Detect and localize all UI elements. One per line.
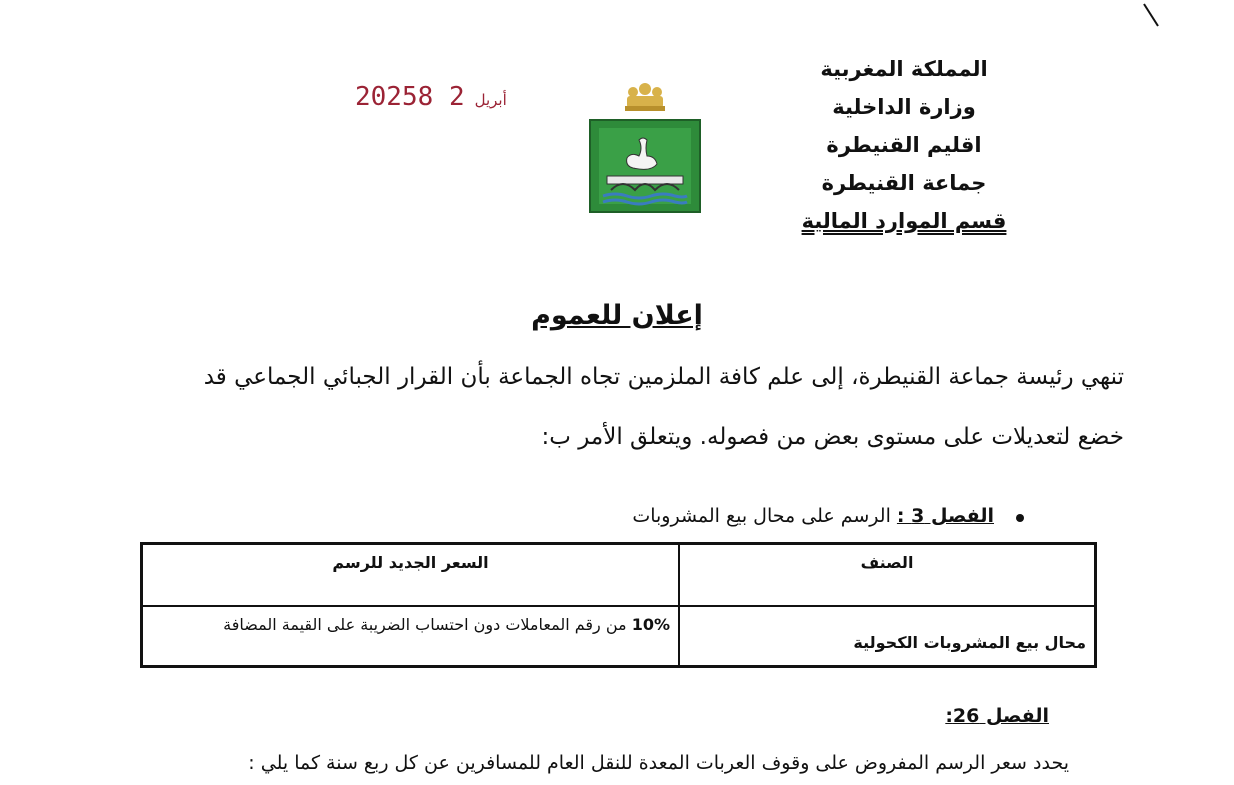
stamp-month: أبريل	[474, 91, 507, 109]
letterhead	[754, 50, 1054, 240]
announcement-title: إعلان للعموم	[531, 300, 703, 331]
cell-rate	[142, 606, 680, 667]
date-stamp	[355, 82, 517, 112]
table-row	[142, 606, 1096, 667]
section-26-text: يحدد سعر الرسم المفروض على وقوف العربات المعدة للنقل العام للمسافرين عن كل ربع سنة كما يلي :	[248, 752, 1069, 774]
section-3-heading	[632, 505, 994, 527]
intro-line-2: خضع لتعديلات على مستوى بعض من فصوله. ويتعلق الأمر ب:	[541, 424, 1124, 450]
header-new-rate: السعر الجديد للرسم	[142, 544, 680, 607]
section-26-label: الفصل 26:	[945, 705, 1049, 727]
ministry-line: وزارة الداخلية	[832, 95, 976, 119]
section-3-label: الفصل 3 :	[896, 505, 994, 527]
table-header-row	[142, 544, 1096, 607]
kenitra-commune-emblem-icon	[585, 82, 705, 222]
kingdom-line: المملكة المغربية	[820, 57, 988, 81]
rate-text: من رقم المعاملات دون احتساب الضريبة على القيمة المضافة	[223, 615, 627, 634]
province-line: اقليم القنيطرة	[826, 133, 982, 157]
department-line: قسم الموارد المالية	[801, 209, 1007, 233]
header-category: الصنف	[679, 544, 1096, 607]
rate-percent: 10%	[631, 615, 670, 634]
intro-line-1: تنهي رئيسة جماعة القنيطرة، إلى علم كافة الملزمين تجاه الجماعة بأن القرار الجبائي الجماعي قد	[203, 364, 1124, 390]
cell-category	[679, 606, 1096, 667]
commune-line: جماعة القنيطرة	[821, 171, 987, 195]
stamp-day: 2 8	[417, 82, 465, 112]
bullet-icon	[1016, 514, 1024, 522]
fees-table	[140, 542, 1097, 668]
pen-mark-icon	[1140, 0, 1170, 30]
section-3-text: الرسم على محال بيع المشروبات	[632, 505, 891, 527]
stamp-year: 2025	[355, 82, 418, 112]
category-text: محال بيع المشروبات الكحولية	[853, 633, 1086, 652]
